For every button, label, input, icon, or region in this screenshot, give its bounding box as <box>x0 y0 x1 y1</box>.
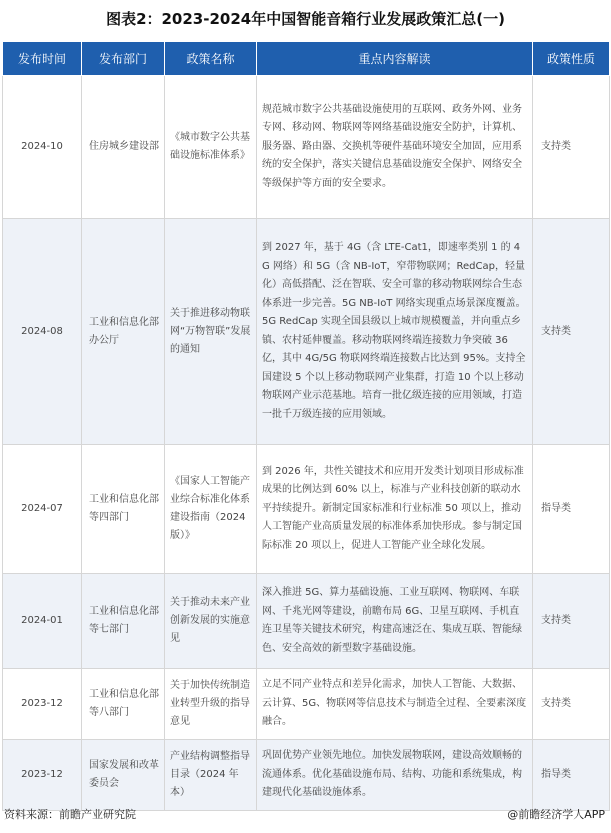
cell-content: 巩固优势产业领先地位。加快发展物联网，建设高效顺畅的流通体系。优化基础设施布局、结构、功能和系统集成，构建现代化基础设施体系。 <box>257 740 533 811</box>
header-content: 重点内容解读 <box>257 42 533 76</box>
cell-date: 2023-12 <box>3 740 82 811</box>
cell-date: 2024-07 <box>3 445 82 574</box>
cell-type: 指导类 <box>533 445 610 574</box>
cell-dept: 工业和信息化部办公厅 <box>82 219 165 445</box>
cell-type: 支持类 <box>533 219 610 445</box>
cell-dept: 工业和信息化部等八部门 <box>82 669 165 740</box>
cell-date: 2024-01 <box>3 574 82 669</box>
cell-dept: 国家发展和改革委员会 <box>82 740 165 811</box>
cell-content: 规范城市数字公共基础设施使用的互联网、政务外网、业务专网、移动网、物联网等网络基础设施安全防护，计算机、服务器、路由器、交换机等硬件基础环境安全加固，应用系统的安全保护，落实关键信息基础设施安全保护、网络安全等级保护等方面的安全要求。 <box>257 76 533 219</box>
table-header-row <box>3 42 610 76</box>
cell-dept: 工业和信息化部等四部门 <box>82 445 165 574</box>
cell-content: 到 2027 年，基于 4G（含 LTE-Cat1，即速率类别 1 的 4G 网络）和 5G（含 NB-IoT，窄带物联网；RedCap，轻量化）高低搭配、泛在智联、安全可靠的移动物联网综合生态体系进一步完善。5G NB-IoT 网络实现重点场景深度覆盖。5G RedCap 实现全国县级以上城市规模覆盖，并向重点乡镇、农村延伸覆盖。移动物联网终端连接数力争突破 36 亿，其中 4G/5G 物联网终端连接数占比达到 95%。支持全国建设 5 个以上移动物联网产业集群，打造 10 个以上移动物联网产业示范基地。培育一批亿级连接的应用领域，打造一批千万级连接的应用领域。 <box>257 219 533 445</box>
table-row <box>3 219 610 445</box>
table-row <box>3 76 610 219</box>
header-type: 政策性质 <box>533 42 610 76</box>
page-title: 图表2：2023-2024年中国智能音箱行业发展政策汇总(一) <box>106 10 505 28</box>
cell-policy-name: 《城市数字公共基础设施标准体系》 <box>165 76 257 219</box>
table-row <box>3 740 610 811</box>
header-name: 政策名称 <box>165 42 257 76</box>
source-note: 资料来源：前瞻产业研究院 <box>4 808 136 821</box>
cell-content: 深入推进 5G、算力基础设施、工业互联网、物联网、车联网、千兆光网等建设，前瞻布局 6G、卫星互联网、手机直连卫星等关键技术研究，构建高速泛在、集成互联、智能绿色、安全高效的新型数字基础设施。 <box>257 574 533 669</box>
cell-type: 支持类 <box>533 76 610 219</box>
cell-date: 2024-08 <box>3 219 82 445</box>
table-row <box>3 669 610 740</box>
cell-date: 2024-10 <box>3 76 82 219</box>
cell-policy-name: 产业结构调整指导目录（2024 年本） <box>165 740 257 811</box>
cell-policy-name: 《国家人工智能产业综合标准化体系建设指南（2024 版）》 <box>165 445 257 574</box>
header-dept: 发布部门 <box>82 42 165 76</box>
cell-content: 立足不同产业特点和差异化需求，加快人工智能、大数据、云计算、5G、物联网等信息技术与制造全过程、全要素深度融合。 <box>257 669 533 740</box>
cell-type: 支持类 <box>533 669 610 740</box>
brand-credit: @前瞻经济学人APP <box>507 808 605 821</box>
table-row <box>3 445 610 574</box>
cell-policy-name: 关于推进移动物联网“万物智联”发展的通知 <box>165 219 257 445</box>
cell-type: 支持类 <box>533 574 610 669</box>
cell-policy-name: 关于推动未来产业创新发展的实施意见 <box>165 574 257 669</box>
cell-policy-name: 关于加快传统制造业转型升级的指导意见 <box>165 669 257 740</box>
cell-date: 2023-12 <box>3 669 82 740</box>
table-row <box>3 574 610 669</box>
cell-dept: 住房城乡建设部 <box>82 76 165 219</box>
policy-table <box>2 41 610 811</box>
cell-dept: 工业和信息化部等七部门 <box>82 574 165 669</box>
cell-content: 到 2026 年，共性关键技术和应用开发类计划项目形成标准成果的比例达到 60% 以上，标准与产业科技创新的联动水平持续提升。新制定国家标准和行业标准 50 项以上，推动人工智能产业高质量发展的标准体系加快形成。参与制定国际标准 20 项以上，促进人工智能产业全球化发展。 <box>257 445 533 574</box>
header-date: 发布时间 <box>3 42 82 76</box>
cell-type: 指导类 <box>533 740 610 811</box>
